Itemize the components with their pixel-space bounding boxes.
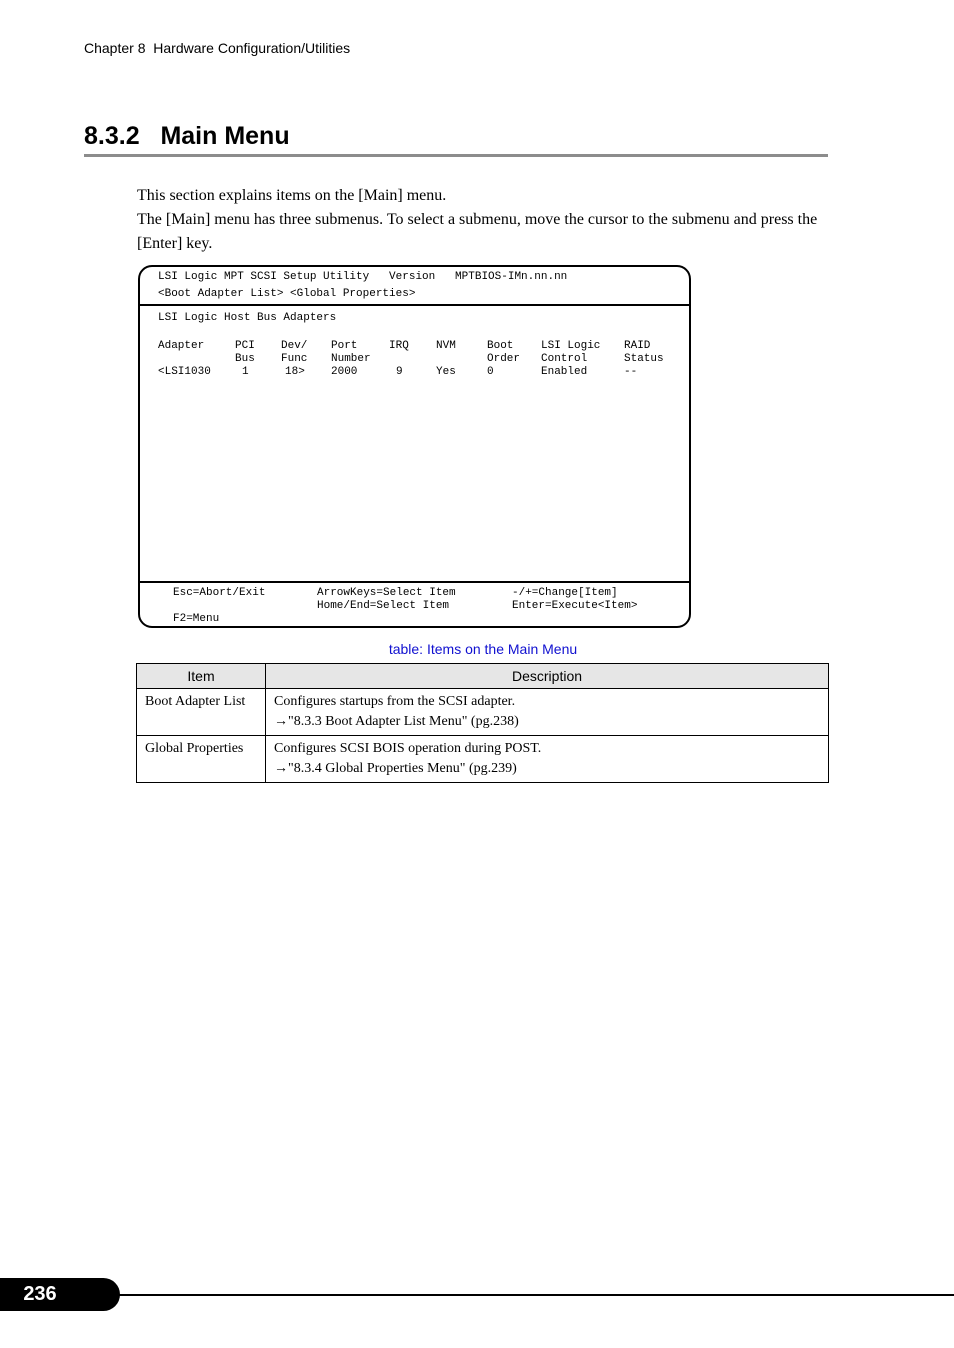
row-description-text: Configures startups from the SCSI adapter.: [274, 694, 516, 709]
table-row: [137, 736, 829, 783]
col-devfunc-h1: Dev/: [281, 340, 308, 352]
screen-tabs-line: <Boot Adapter List> <Global Properties>: [158, 288, 416, 300]
col-nvm-value: Yes: [436, 366, 456, 378]
col-port-h1: Port: [331, 340, 358, 352]
row-item: Boot Adapter List: [137, 689, 266, 736]
col-pci-h2: Bus: [235, 353, 255, 365]
row-description: [266, 689, 829, 736]
page-number: 236: [23, 1283, 57, 1305]
col-pci-h1: PCI: [235, 340, 255, 352]
host-bus-adapters-label: LSI Logic Host Bus Adapters: [158, 312, 337, 324]
main-menu-items-table: [136, 663, 829, 783]
key-esc: Esc=Abort/Exit: [173, 587, 266, 599]
screen-title-line: LSI Logic MPT SCSI Setup Utility Version MPTBIOS-IMn.nn.nn: [158, 271, 568, 283]
col-port-value: 2000: [331, 366, 358, 378]
row-description-text: Configures SCSI BOIS operation during POST.: [274, 741, 542, 756]
intro-line-1: This section explains items on the [Main] menu.: [137, 187, 447, 204]
col-boot-h2: Order: [487, 353, 521, 365]
key-enter: Enter=Execute<Item>: [512, 600, 638, 612]
screen-footer-divider: [140, 581, 689, 583]
col-control-h1: LSI Logic: [541, 340, 601, 352]
setup-utility-screen: [138, 265, 691, 628]
col-irq-h1: IRQ: [389, 340, 409, 352]
col-adapter-h1: Adapter: [158, 340, 205, 352]
col-port-h2: Number: [331, 353, 371, 365]
row-item: Global Properties: [137, 736, 266, 783]
col-devfunc-h2: Func: [281, 353, 308, 365]
section-title: 8.3.2 Main Menu: [84, 122, 828, 157]
header-item: Item: [137, 664, 266, 689]
col-nvm-h1: NVM: [436, 340, 456, 352]
col-raid-h1: RAID: [624, 340, 651, 352]
col-boot-value: 0: [487, 366, 494, 378]
header-description: Description: [266, 664, 829, 689]
key-change: -/+=Change[Item]: [512, 587, 618, 599]
key-homeend: Home/End=Select Item: [317, 600, 450, 612]
key-arrow: ArrowKeys=Select Item: [317, 587, 456, 599]
footer-rule: [118, 1294, 954, 1296]
col-control-h2: Control: [541, 353, 588, 365]
screen-header-divider: [140, 304, 689, 306]
key-f2: F2=Menu: [173, 613, 220, 625]
table-caption: table: Items on the Main Menu: [388, 641, 578, 657]
row-reference-link[interactable]: →"8.3.4 Global Properties Menu" (pg.239): [274, 761, 517, 776]
col-devfunc-value: 18>: [285, 366, 305, 378]
col-control-value: Enabled: [541, 366, 588, 378]
chapter-header: Chapter 8 Hardware Configuration/Utilities: [84, 40, 351, 56]
row-description: [266, 736, 829, 783]
row-reference-link[interactable]: →"8.3.3 Boot Adapter List Menu" (pg.238): [274, 714, 519, 729]
table-header-row: [137, 664, 829, 689]
table-row: [137, 689, 829, 736]
page-number-badge: [0, 1278, 120, 1311]
col-irq-value: 9: [396, 366, 403, 378]
intro-text: [137, 184, 832, 256]
intro-line-2: The [Main] menu has three submenus. To select a submenu, move the cursor to the submenu and press the [Enter] key.: [137, 211, 818, 252]
col-adapter-value[interactable]: <LSI1030: [158, 366, 211, 378]
col-raid-h2: Status: [624, 353, 664, 365]
col-boot-h1: Boot: [487, 340, 514, 352]
col-raid-value: --: [624, 366, 638, 378]
col-pci-value: 1: [242, 366, 249, 378]
